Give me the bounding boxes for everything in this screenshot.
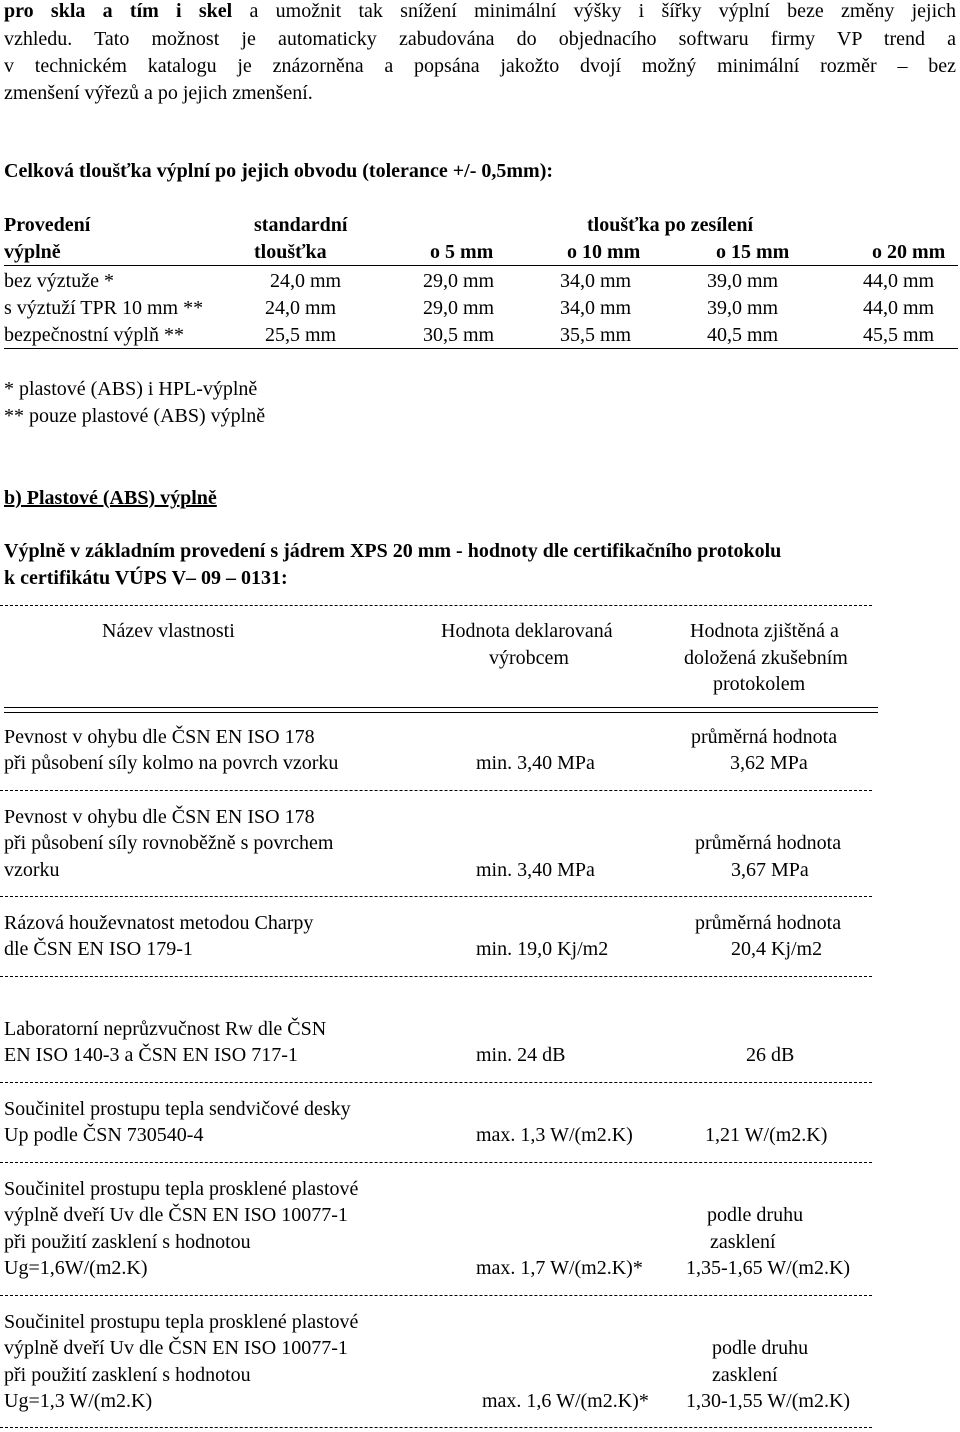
props-col3-header-2: doložená zkušebním — [684, 647, 848, 669]
intro-line-2: vzhledu. Tato možnost je automaticky zabudována do objednacího softwaru firmy VP trend a — [4, 28, 956, 50]
row-c10: 35,5 mm — [560, 324, 632, 346]
prop-label: Laboratorní neprůzvučnost Rw dle ČSN — [4, 1018, 327, 1040]
props-col3-header-3: protokolem — [713, 673, 806, 695]
row-c5: 30,5 mm — [423, 324, 495, 346]
dashed-separator — [0, 1162, 872, 1163]
prop-measured: podle druhu — [712, 1337, 809, 1359]
prop-label: při působení síly kolmo na povrch vzorku — [4, 752, 339, 774]
double-separator — [4, 707, 878, 713]
row-name: s výztuží TPR 10 mm ** — [4, 297, 204, 319]
prop-label: EN ISO 140-3 a ČSN EN ISO 717-1 — [4, 1044, 298, 1066]
note-1: * plastové (ABS) i HPL-výplně — [4, 378, 258, 400]
th-col1-line1: Provedení — [4, 214, 91, 236]
props-col1-header: Název vlastnosti — [102, 620, 235, 642]
th-c5: o 5 mm — [430, 241, 494, 263]
prop-label: Součinitel prostupu tepla prosklené plastové — [4, 1311, 359, 1333]
row-c20: 45,5 mm — [863, 324, 935, 346]
note-2: ** pouze plastové (ABS) výplně — [4, 405, 266, 427]
row-c5: 29,0 mm — [423, 270, 495, 292]
row-c10: 34,0 mm — [560, 270, 632, 292]
th-c20: o 20 mm — [872, 241, 946, 263]
row-std: 24,0 mm — [265, 297, 337, 319]
prop-measured: podle druhu — [707, 1204, 804, 1226]
prop-declared: min. 3,40 MPa — [476, 859, 595, 881]
intro-line-1-rest: a umožnit tak snížení minimální výšky i šířky výplní beze změny jejich — [232, 0, 957, 22]
prop-declared: max. 1,6 W/(m2.K)* — [482, 1390, 649, 1412]
th-c10: o 10 mm — [567, 241, 641, 263]
prop-measured: 1,21 W/(m2.K) — [705, 1124, 828, 1146]
prop-measured: zasklení — [710, 1231, 776, 1253]
prop-label: dle ČSN EN ISO 179-1 — [4, 938, 193, 960]
prop-measured: průměrná hodnota — [691, 726, 838, 748]
prop-measured: 1,30-1,55 W/(m2.K) — [686, 1390, 851, 1412]
prop-declared: min. 24 dB — [476, 1044, 566, 1066]
row-std: 24,0 mm — [270, 270, 342, 292]
th-group-label: tloušťka po zesílení — [587, 214, 753, 236]
th-col2-line1: standardní — [254, 214, 348, 236]
th-col2-line2: tloušťka — [254, 241, 327, 263]
prop-declared: max. 1,7 W/(m2.K)* — [476, 1257, 643, 1279]
dashed-separator — [0, 976, 872, 977]
prop-declared: min. 19,0 Kj/m2 — [476, 938, 609, 960]
prop-measured: zasklení — [712, 1364, 778, 1386]
row-name: bez výztuže * — [4, 270, 114, 292]
prop-measured: 20,4 Kj/m2 — [731, 938, 823, 960]
prop-declared: min. 3,40 MPa — [476, 752, 595, 774]
intro-line-4: zmenšení výřezů a po jejich zmenšení. — [4, 82, 313, 104]
prop-label: při použití zasklení s hodnotou — [4, 1364, 251, 1386]
props-col3-header-1: Hodnota zjištěná a — [690, 620, 839, 642]
th-c15: o 15 mm — [716, 241, 790, 263]
prop-label: Pevnost v ohybu dle ČSN EN ISO 178 — [4, 726, 315, 748]
prop-measured: 3,62 MPa — [730, 752, 808, 774]
props-col2-header-1: Hodnota deklarovaná — [441, 620, 613, 642]
row-c15: 40,5 mm — [707, 324, 779, 346]
props-col2-header-2: výrobcem — [489, 647, 569, 669]
prop-label: výplně dveří Uv dle ČSN EN ISO 10077-1 — [4, 1204, 348, 1226]
intro-line-1-bold: pro skla a tím i skel — [4, 0, 233, 22]
row-std: 25,5 mm — [265, 324, 337, 346]
prop-label: Součinitel prostupu tepla prosklené plastové — [4, 1178, 359, 1200]
section-b-subheading-1: Výplně v základním provedení s jádrem XPS 20 mm - hodnoty dle certifikačního protokolu — [4, 540, 782, 562]
prop-label: Součinitel prostupu tepla sendvičové desky — [4, 1098, 351, 1120]
dashed-separator — [0, 605, 872, 606]
intro-line-1 — [4, 0, 956, 24]
prop-label: Up podle ČSN 730540-4 — [4, 1124, 204, 1146]
intro-line-3: v technickém katalogu je znázorněna a popsána jakožto dvojí možný minimální rozměr – bez — [4, 55, 956, 77]
row-c15: 39,0 mm — [707, 297, 779, 319]
prop-label: výplně dveří Uv dle ČSN EN ISO 10077-1 — [4, 1337, 348, 1359]
prop-declared: max. 1,3 W/(m2.K) — [476, 1124, 633, 1146]
prop-label: při působení síly rovnoběžně s povrchem — [4, 832, 334, 854]
prop-label: vzorku — [4, 859, 60, 881]
prop-label: Ug=1,3 W/(m2.K) — [4, 1390, 153, 1412]
thickness-header-rule — [4, 265, 958, 266]
prop-measured: 3,67 MPa — [731, 859, 809, 881]
prop-label: při použití zasklení s hodnotou — [4, 1231, 251, 1253]
prop-label: Rázová houževnatost metodou Charpy — [4, 912, 314, 934]
prop-measured: průměrná hodnota — [695, 912, 842, 934]
thickness-heading: Celková tloušťka výplní po jejich obvodu (tolerance +/- 0,5mm): — [4, 160, 554, 182]
dashed-separator — [0, 1295, 872, 1296]
row-c20: 44,0 mm — [863, 270, 935, 292]
prop-label: Ug=1,6W/(m2.K) — [4, 1257, 148, 1279]
section-b-subheading-2: k certifikátu VÚPS V– 09 – 0131: — [4, 567, 288, 589]
prop-label: Pevnost v ohybu dle ČSN EN ISO 178 — [4, 806, 315, 828]
prop-measured: průměrná hodnota — [695, 832, 842, 854]
prop-measured: 26 dB — [746, 1044, 795, 1066]
section-b-heading: b) Plastové (ABS) výplně — [4, 487, 217, 509]
prop-measured: 1,35-1,65 W/(m2.K) — [686, 1257, 851, 1279]
dashed-separator — [0, 790, 872, 791]
row-c15: 39,0 mm — [707, 270, 779, 292]
row-c20: 44,0 mm — [863, 297, 935, 319]
row-name: bezpečnostní výplň ** — [4, 324, 184, 346]
th-col1-line2: výplně — [4, 241, 61, 263]
dashed-separator — [0, 896, 872, 897]
row-c5: 29,0 mm — [423, 297, 495, 319]
row-c10: 34,0 mm — [560, 297, 632, 319]
dashed-separator — [0, 1427, 872, 1428]
dashed-separator — [0, 1082, 872, 1083]
thickness-bottom-rule — [4, 348, 958, 349]
